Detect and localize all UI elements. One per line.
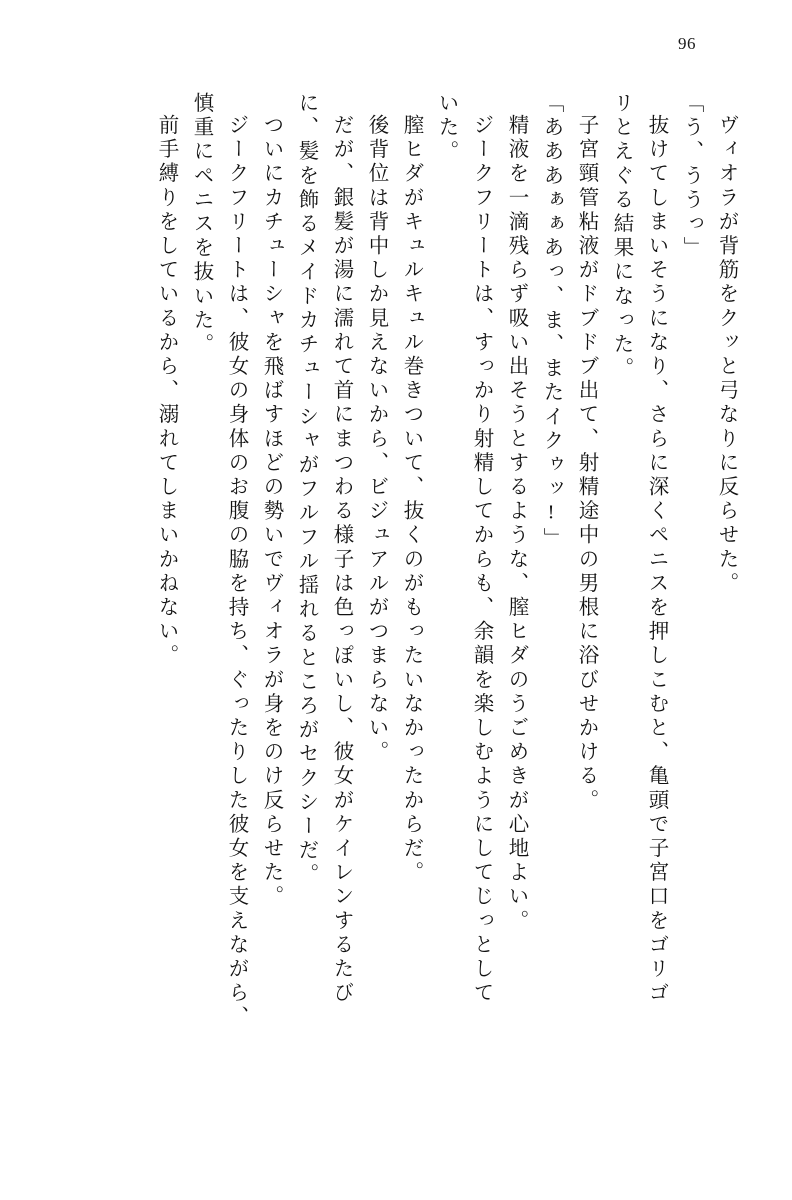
- text-line: ジークフリートは、彼女の身体のお腹の脇を持ち、ぐったりした彼女を支えながら、: [225, 114, 247, 1030]
- text-line: だが、銀髪が湯に濡れて首にまつわる様子は色っぽいし、彼女がケイレンするたび: [330, 114, 352, 1006]
- page-number: 96: [678, 34, 696, 53]
- text-line: いた。: [435, 92, 457, 165]
- text-line: に、髪を飾るメイドカチューシャがフルフル揺れるところがセクシーだ。: [295, 92, 317, 888]
- text-line: リとえぐる結果になった。: [610, 92, 632, 382]
- text-line: 膣ヒダがキュルキュル巻きついて、抜くのがもったいなかったからだ。: [400, 114, 422, 886]
- text-line: 精液を一滴残らず吸い出そうとするような、膣ヒダのうごめきが心地よい。: [505, 114, 527, 934]
- text-line: ヴィオラが背筋をクッと弓なりに反らせた。: [715, 114, 737, 596]
- text-line: 前手縛りをしているから、溺れてしまいかねない。: [155, 114, 177, 669]
- text-line: ついにカチューシャを飛ばすほどの勢いでヴィオラが身をのけ反らせた。: [260, 114, 282, 910]
- text-line: ジークフリートは、すっかり射精してからも、余韻を楽しむようにしてじっとして: [470, 114, 492, 1006]
- text-line: 後背位は背中しか見えないから、ビジュアルがつまらない。: [365, 114, 387, 765]
- text-line: 「あああぁぁあっ、ま、またイクゥッ!」: [540, 92, 562, 552]
- text-line: 抜けてしまいそうになり、さらに深くペニスを押しこむと、亀頭で子宮口をゴリゴ: [645, 114, 667, 1006]
- text-line: 子宮頸管粘液がドブドブ出て、射精途中の男根に浴びせかける。: [575, 114, 597, 813]
- vertical-text-body: [54, 92, 736, 1152]
- text-line: 慎重にペニスを抜いた。: [190, 92, 212, 358]
- text-line: 「う、ううっ」: [680, 92, 702, 261]
